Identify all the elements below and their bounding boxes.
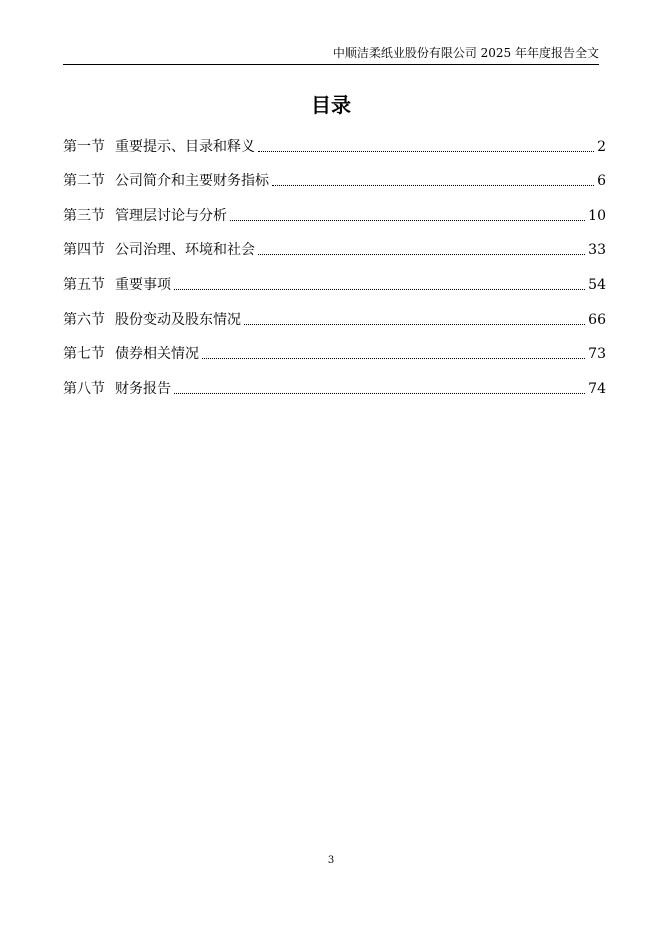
table-of-contents <box>63 126 606 403</box>
toc-entry[interactable] <box>63 195 606 230</box>
toc-page-number: 2 <box>597 138 606 155</box>
toc-section-number: 第三节 <box>63 207 105 224</box>
dot-leader <box>258 150 594 152</box>
toc-page-number: 66 <box>588 311 606 328</box>
running-title: 中顺洁柔纸业股份有限公司 2025 年年度报告全文 <box>332 46 599 60</box>
toc-page-number: 33 <box>588 242 606 259</box>
dot-leader <box>202 357 585 359</box>
toc-entry[interactable] <box>63 126 606 161</box>
toc-section-title: 债券相关情况 <box>115 346 199 363</box>
toc-section-number: 第六节 <box>63 311 105 328</box>
toc-section-number: 第五节 <box>63 276 105 293</box>
toc-section-number: 第七节 <box>63 346 105 363</box>
toc-page-number: 6 <box>597 173 606 190</box>
toc-section-title: 重要提示、目录和释义 <box>115 138 255 155</box>
dot-leader <box>244 323 585 325</box>
toc-heading: 目录 <box>311 93 351 117</box>
toc-section-title: 重要事项 <box>115 276 171 293</box>
toc-page-number: 10 <box>588 207 606 224</box>
page-header <box>63 44 599 65</box>
toc-section-title: 公司治理、环境和社会 <box>115 242 255 259</box>
toc-section-title: 公司简介和主要财务指标 <box>115 173 269 190</box>
toc-section-number: 第八节 <box>63 380 105 397</box>
toc-section-number: 第一节 <box>63 138 105 155</box>
toc-section-title: 财务报告 <box>115 380 171 397</box>
dot-leader <box>174 392 585 394</box>
toc-entry[interactable] <box>63 334 606 369</box>
toc-page-number: 54 <box>588 276 606 293</box>
toc-entry[interactable] <box>63 368 606 403</box>
page-number: 3 <box>327 855 335 866</box>
toc-entry[interactable] <box>63 161 606 196</box>
toc-section-title: 股份变动及股东情况 <box>115 311 241 328</box>
dot-leader <box>272 184 594 186</box>
toc-page-number: 73 <box>588 346 606 363</box>
toc-entry[interactable] <box>63 299 606 334</box>
dot-leader <box>258 253 585 255</box>
dot-leader <box>230 219 585 221</box>
dot-leader <box>174 288 585 290</box>
toc-entry[interactable] <box>63 230 606 265</box>
toc-section-title: 管理层讨论与分析 <box>115 207 227 224</box>
toc-section-number: 第二节 <box>63 173 105 190</box>
toc-section-number: 第四节 <box>63 242 105 259</box>
toc-entry[interactable] <box>63 264 606 299</box>
toc-page-number: 74 <box>588 380 606 397</box>
